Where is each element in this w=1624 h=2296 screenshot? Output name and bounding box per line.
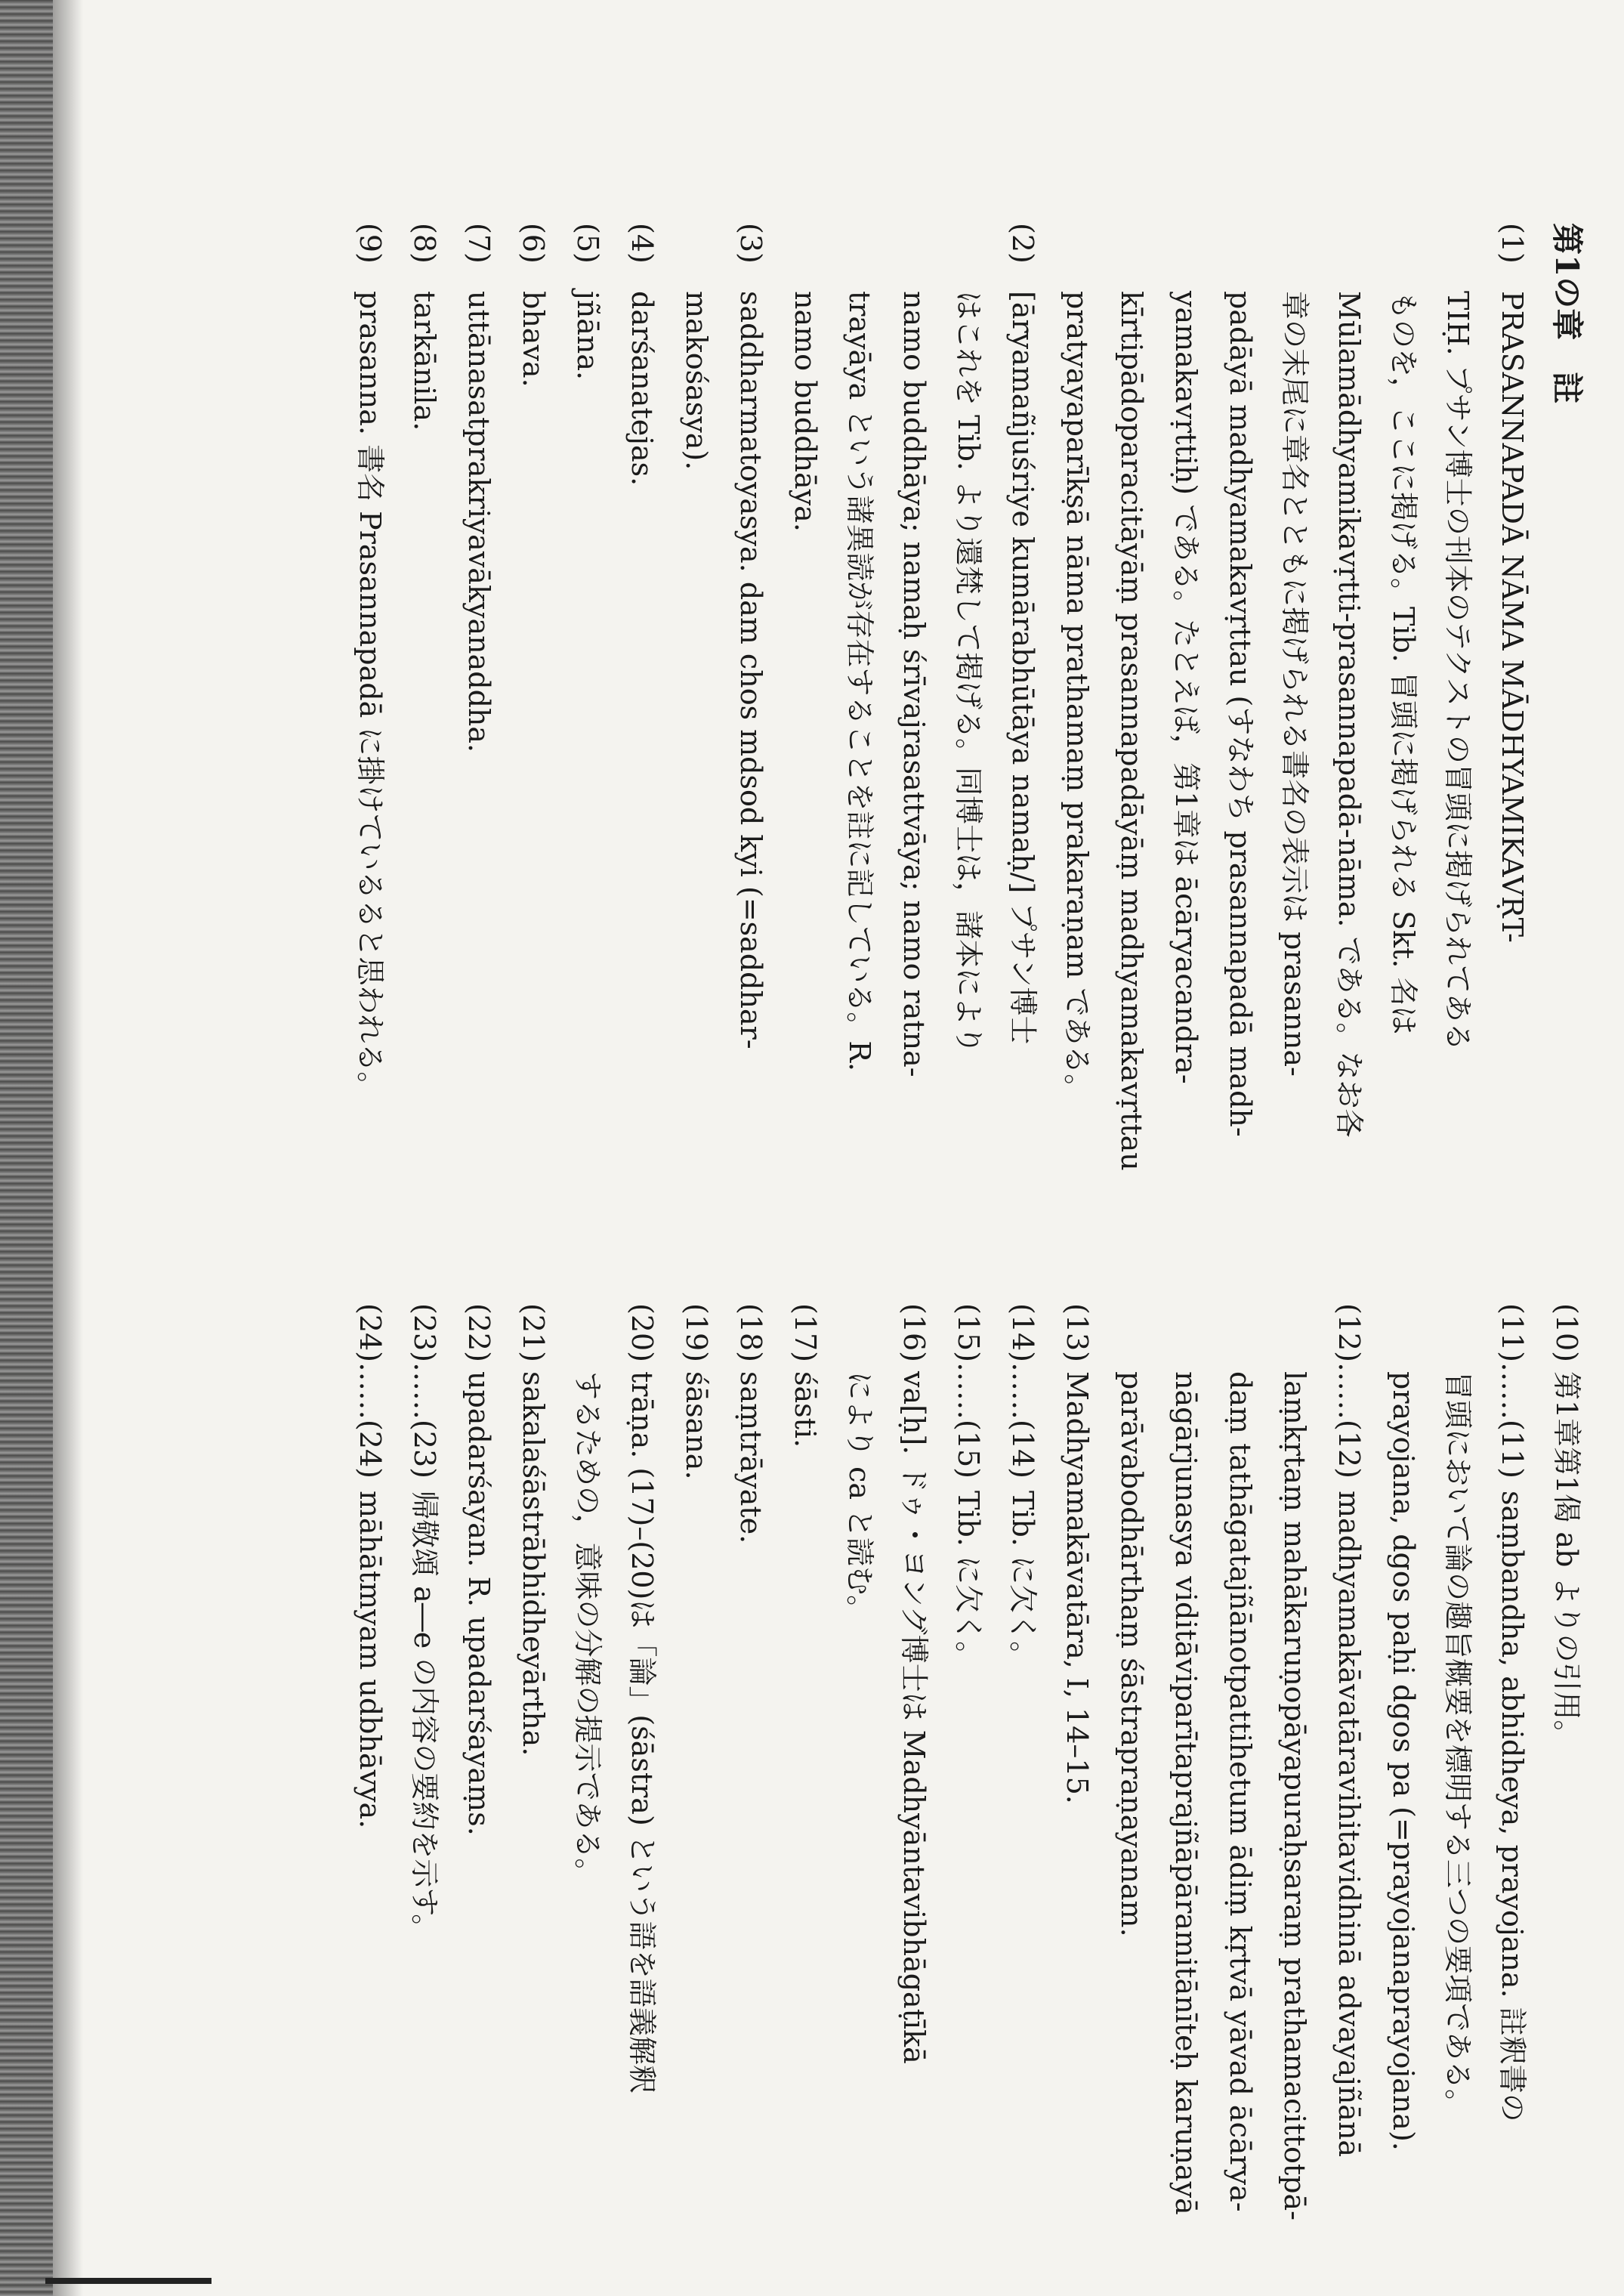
note-text: yamakavṛttiḥ) である。たとえば，第1章は ācāryacandra- — [1169, 291, 1203, 1084]
note-number: (22) — [462, 1303, 496, 1363]
note-text: prasanna. 書名 Prasannapadā に掛けているると思われる。 — [354, 291, 387, 1101]
note-line — [343, 1303, 397, 2263]
note-text: madhyamakāvatāravihitavidhinā advayajñānā — [1332, 1491, 1366, 2158]
note-text: parāvabodhārthaṃ śāstrapraṇayanam. — [1115, 1371, 1148, 1937]
note-line — [887, 223, 941, 1250]
note-text: uttānasatprakriyavākyanaddha. — [462, 291, 496, 753]
note-text: するための，意味の分解の提示である。 — [571, 1371, 604, 1887]
note-text: saṃbandha, abhidheya, prayojana. 註釈書の — [1496, 1491, 1529, 2122]
note-line — [343, 223, 397, 1250]
note-line — [615, 223, 669, 1250]
note-text: prayojana, dgos paḥi dgos pa (=prayojanaprayojana). — [1387, 1371, 1420, 2151]
note-number: (6) — [517, 223, 550, 264]
note-number: (16) — [897, 1303, 931, 1363]
note-text: Tib. に欠く。 — [1006, 1491, 1039, 1670]
note-number: (2) — [1006, 223, 1039, 264]
note-line — [1485, 223, 1539, 1250]
note-line — [506, 223, 560, 1250]
note-line — [1485, 1303, 1539, 2263]
note-line — [1159, 223, 1213, 1250]
note-line — [1267, 1303, 1322, 2263]
note-line — [560, 223, 615, 1250]
note-number: (3) — [734, 223, 767, 264]
note-line — [560, 1303, 615, 2263]
note-line — [1322, 1303, 1376, 2263]
note-number: (18) — [734, 1303, 767, 1363]
note-line — [941, 1303, 996, 2263]
note-line — [669, 223, 724, 1250]
note-text: ものを，ここに掲げる。Tib. 冒頭に掲げられる Skt. 名は — [1387, 291, 1420, 1035]
note-text: 第1章第1偈 ab よりの引用。 — [1550, 1371, 1583, 1749]
note-text: TIḤ. プサン博士の刊本のテクストの冒頭に掲げられてある — [1441, 291, 1474, 1051]
note-text: Tib. に欠く。 — [952, 1491, 985, 1670]
note-text: daṃ tathāgatajñānotpattihetum ādiṃ kṛtvā yāvad ācārya- — [1224, 1371, 1257, 2212]
note-number: (4) — [625, 223, 659, 264]
note-line — [1539, 1303, 1594, 2263]
note-text: sakalaśāstrābhidheyārtha. — [517, 1371, 550, 1757]
notes-right-column — [343, 1303, 1594, 2263]
note-text: [āryamañjuśriye kumārabhūtāya namaḥ/] プサン博士 — [1006, 291, 1039, 1045]
notes-left-column — [343, 223, 1594, 1250]
note-line — [1376, 223, 1431, 1250]
note-number: (12)……(12) — [1332, 1303, 1366, 1479]
note-number: (17) — [789, 1303, 822, 1363]
rotated-page-content — [204, 223, 1594, 2263]
note-line — [996, 1303, 1050, 2263]
note-text: padāyā madhyamakavṛttau (すなわち prasannapadā madh- — [1224, 291, 1257, 1137]
note-text: namo buddhāya. — [789, 291, 822, 532]
note-line — [452, 1303, 506, 2263]
note-text: laṃkṛtaṃ mahākaruṇopāyapuraḥsaraṃ prathamacittotpā- — [1278, 1371, 1311, 2221]
note-line — [832, 223, 887, 1250]
note-line — [452, 223, 506, 1250]
note-line — [1431, 1303, 1485, 2263]
note-text: trayāya という諸異読が存在することを註に記している。R. — [843, 291, 876, 1072]
note-text: trāṇa. (17)–(20)は「論」(śāstra) という語を語義解釈 — [625, 1371, 659, 2094]
note-line — [724, 223, 778, 1250]
note-line — [1050, 1303, 1104, 2263]
note-number: (11)……(11) — [1496, 1303, 1529, 1479]
note-text: nāgārjunasya viditāviparītaprajñāpāramitānīteḥ karuṇayā — [1169, 1371, 1203, 2215]
note-line — [1104, 223, 1159, 1250]
note-text: Madhyamakāvatāra, I, 14–15. — [1061, 1371, 1094, 1804]
note-text: upadarśayan. R. upadarśayaṃs. — [462, 1371, 496, 1836]
note-line — [941, 223, 996, 1250]
note-number: (24)……(24) — [354, 1303, 387, 1479]
note-text: va[ḥ]. ドゥ・ヨング博士は Madhyāntavibhāgaṭīkā — [897, 1371, 931, 2064]
note-number: (1) — [1496, 223, 1529, 264]
note-line — [724, 1303, 778, 2263]
note-line — [1376, 1303, 1431, 2263]
note-text: māhātmyam udbhāvya. — [354, 1491, 387, 1829]
note-line — [615, 1303, 669, 2263]
note-number: (21) — [517, 1303, 550, 1363]
note-line — [996, 223, 1050, 1250]
scan-gutter-shadow — [0, 0, 53, 2296]
note-text: śāsana. — [680, 1371, 713, 1480]
note-line — [1159, 1303, 1213, 2263]
note-number: (19) — [680, 1303, 713, 1363]
note-number: (9) — [354, 223, 387, 264]
note-text: makośasya). — [680, 291, 713, 471]
note-text: bhava. — [517, 291, 550, 388]
note-text: 帰敬頌 a―e の内容の要約を示す。 — [408, 1491, 441, 1943]
note-text: darśanatejas. — [625, 291, 659, 487]
note-number: (14)……(14) — [1006, 1303, 1039, 1479]
note-number: (20) — [625, 1303, 659, 1363]
note-text: śāsti. — [789, 1371, 822, 1448]
chapter-heading — [1539, 223, 1594, 1250]
note-line — [887, 1303, 941, 2263]
note-text: により ca と読む。 — [843, 1371, 876, 1624]
note-text: はこれを Tib. より還梵して掲げる。同博士は，諸本により — [952, 291, 985, 1055]
note-line — [1322, 223, 1376, 1250]
note-text: jñāna. — [571, 291, 604, 381]
note-line — [1050, 223, 1104, 1250]
note-line — [1213, 223, 1267, 1250]
note-line — [397, 223, 452, 1250]
scan-bottom-mark — [45, 2278, 211, 2284]
note-line — [506, 1303, 560, 2263]
note-line — [778, 1303, 832, 2263]
note-line — [669, 1303, 724, 2263]
note-text: namo buddhāya; namaḥ śrīvajrasattvāya; namo ratna- — [897, 291, 931, 1077]
note-text: saddharmatoyasya. dam chos mdsod kyi (=saddhar- — [734, 291, 767, 1049]
note-line — [397, 1303, 452, 2263]
note-text: pratyayaparīkṣā nāma prathamaṃ prakaraṇam である。 — [1061, 291, 1094, 1103]
note-number: (10) — [1550, 1303, 1583, 1363]
note-text: Mūlamādhyamikavṛtti-prasannapadā-nāma. である。なお各 — [1332, 291, 1366, 1138]
note-text: 章の末尾に章名とともに掲げられる書名の表示は prasanna- — [1278, 291, 1311, 1077]
note-line — [1431, 223, 1485, 1250]
note-text: 第1の章 註 — [1548, 223, 1585, 404]
note-number: (15)……(15) — [952, 1303, 985, 1479]
note-line — [832, 1303, 887, 2263]
note-number: (13) — [1061, 1303, 1094, 1363]
note-text: 冒頭において論の趣旨概要を標明する三つの要項である。 — [1441, 1371, 1474, 2118]
note-text: PRASANNAPADĀ NĀMA MĀDHYAMIKAVṚT- — [1496, 291, 1529, 943]
note-text: tarkānila. — [408, 291, 441, 431]
note-number: (5) — [571, 223, 604, 264]
note-line — [1267, 223, 1322, 1250]
note-line — [1104, 1303, 1159, 2263]
note-line — [778, 223, 832, 1250]
note-text: saṃtrāyate. — [734, 1371, 767, 1544]
note-number: (8) — [408, 223, 441, 264]
note-text: kīrtipādoparacitāyāṃ prasannapadāyāṃ madhyamakavṛttau — [1115, 291, 1148, 1171]
scan-gutter-fade — [53, 0, 83, 2296]
note-number: (23)……(23) — [408, 1303, 441, 1479]
note-number: (7) — [462, 223, 496, 264]
note-line — [1213, 1303, 1267, 2263]
